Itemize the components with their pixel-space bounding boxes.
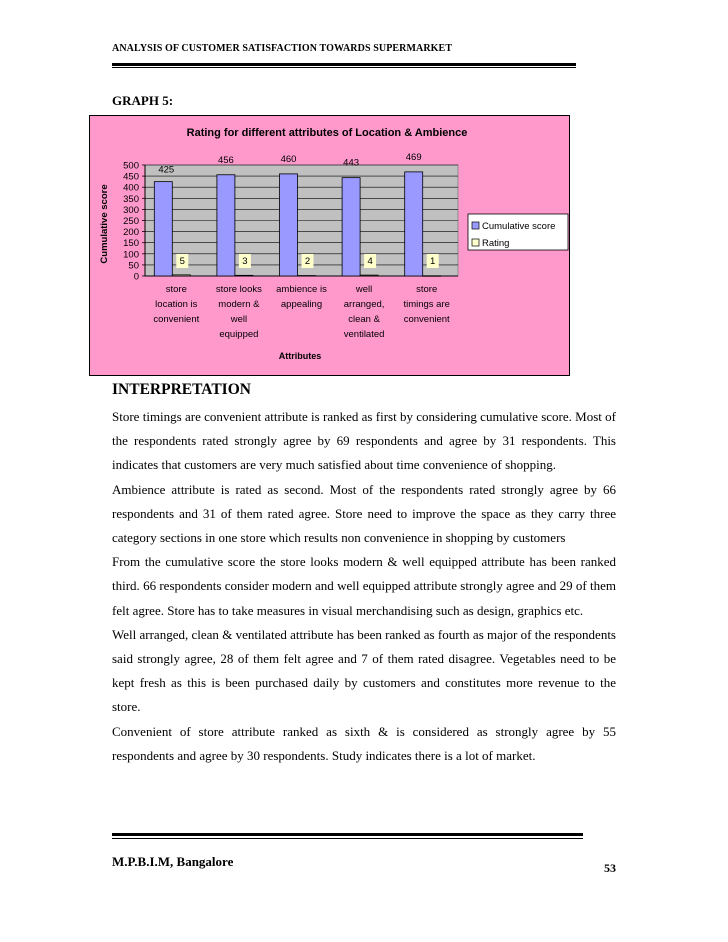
category-label: arranged, [343,299,385,310]
category-label: appealing [280,299,323,310]
bar-rating [235,275,253,276]
category-label: store [416,284,438,295]
data-label-rating: 3 [242,256,248,267]
interpretation-body [112,405,616,768]
bar-cumulative-score [405,172,423,276]
category-label: clean & [348,314,380,325]
bar-rating [423,276,441,277]
category-label: timings are [403,299,450,310]
data-label-cumulative: 443 [343,157,360,169]
y-tick-label: 400 [123,182,139,194]
data-label-rating: 1 [430,256,436,267]
bar-rating [298,276,316,277]
data-label-rating: 5 [179,256,185,267]
legend-label: Rating [482,238,510,249]
y-tick-label: 250 [123,216,139,227]
category-label: location is [155,299,198,310]
legend-swatch [472,239,479,246]
header-rule-thin [112,67,576,68]
paragraph: Store timings are convenient attribute is ranked as first by considering cumulative score. Most of the respondents rated strongly agree by 69 respondents and agree by 31 respondents. This indicates that customers are very much satisfied about time convenience of shopping. [112,409,616,473]
data-label-cumulative: 460 [280,153,297,165]
category-label: convenient [153,314,200,325]
footer-rule-thin [112,838,583,839]
data-label-rating: 4 [367,256,373,267]
bar-rating [172,275,190,276]
data-label-cumulative: 425 [158,164,175,176]
x-axis-label: Attributes [278,351,322,361]
category-label: well [355,284,373,295]
category-label: modern & [218,299,260,310]
interpretation-heading: INTERPRETATION [112,381,251,398]
data-label-rating: 2 [304,256,311,267]
y-axis-label: Cumulative score [99,184,110,264]
category-label: equipped [219,329,259,340]
data-label-cumulative: 469 [405,151,422,163]
bar-chart [90,116,569,375]
y-tick-label: 300 [123,204,139,216]
category-label: ambience is [276,284,327,295]
category-label: convenient [403,314,450,325]
y-tick-label: 450 [123,171,139,183]
y-tick-label: 150 [123,238,139,250]
category-label: store [165,284,187,295]
graph-label: GRAPH 5: [112,93,174,108]
data-label-cumulative: 456 [217,154,234,166]
paragraph: Well arranged, clean & ventilated attribute has been ranked as fourth as major of the respondents said strongly agree, 28 of them felt agree and 7 of them rated disagree. Vegetables need to be kept fresh as this is been purchased daily by customers and constitutes more revenue to the store. [112,626,616,715]
y-tick-label: 0 [133,271,139,283]
bar-rating [360,275,378,276]
y-tick-label: 50 [128,260,139,272]
bar-cumulative-score [280,174,298,276]
y-tick-label: 500 [123,160,139,172]
paragraph: Ambience attribute is rated as second. Most of the respondents rated strongly agree by 66 respondents and 31 of them rated agree. Store need to improve the space as they carry three category sections in one store which results non convenience in shopping by customers [112,481,616,546]
bar-cumulative-score [154,182,172,276]
paragraph: Convenient of store attribute ranked as sixth & is considered as strongly agree by 55 respondents and agree by 30 respondents. Study indicates there is a lot of market. [112,723,616,763]
chart-area [89,115,570,376]
chart-title: Rating for different attributes of Location & Ambience [186,127,468,139]
category-label: store looks [215,284,262,295]
category-label: well [230,314,248,325]
y-tick-label: 350 [123,193,139,205]
y-tick-label: 100 [123,249,139,261]
paragraph: From the cumulative score the store looks modern & well equipped attribute has been ranked third. 66 respondents consider modern and well equipped attribute strongly agree and 29 of them felt agree. Store has to take measures in visual merchandising such as design, graphics etc. [112,554,616,618]
legend-swatch [472,222,479,229]
legend-label: Cumulative score [482,221,556,232]
y-tick-label: 200 [123,227,139,239]
bar-cumulative-score [217,175,235,276]
header-rule-thick [112,63,576,66]
category-label: ventilated [343,329,385,340]
footer-institution: M.P.B.I.M, Bangalore [112,854,234,869]
running-header: ANALYSIS OF CUSTOMER SATISFACTION TOWARDS SUPERMARKET [112,43,453,54]
footer-rule-thick [112,833,583,836]
page-number: 53 [604,861,616,875]
bar-cumulative-score [342,178,360,276]
